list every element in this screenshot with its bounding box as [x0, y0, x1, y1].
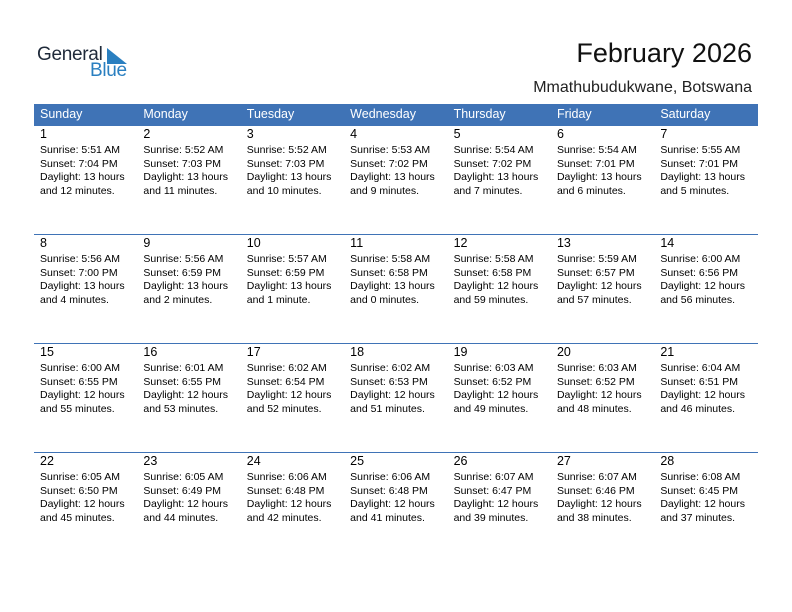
week-row: [34, 234, 758, 343]
daylight-minutes: and 7 minutes.: [453, 184, 523, 197]
sunrise-time: Sunrise: 6:07 AM: [556, 471, 637, 483]
daylight-hours: Daylight: 12 hours: [556, 498, 642, 510]
brand-logo: [37, 44, 137, 80]
daylight-minutes: and 53 minutes.: [143, 402, 219, 415]
day-number: 2: [143, 127, 151, 141]
sunrise-time: Sunrise: 5:52 AM: [246, 144, 327, 156]
weekday-monday: Monday: [143, 107, 188, 121]
sunset-time: Sunset: 6:48 PM: [350, 484, 428, 497]
sunset-time: Sunset: 7:02 PM: [453, 157, 532, 170]
daylight-minutes: and 12 minutes.: [40, 184, 115, 197]
sunset-time: Sunset: 6:54 PM: [246, 375, 325, 388]
daylight-hours: Daylight: 13 hours: [660, 171, 745, 183]
weekday-tuesday: Tuesday: [246, 107, 295, 121]
day-number: 15: [40, 345, 54, 359]
day-cell: [654, 452, 757, 525]
sunset-time: Sunset: 6:58 PM: [453, 266, 532, 279]
day-number: 4: [350, 127, 358, 141]
daylight-minutes: and 39 minutes.: [453, 511, 529, 524]
daylight-minutes: and 4 minutes.: [40, 293, 109, 306]
sunset-time: Sunset: 7:00 PM: [40, 266, 118, 279]
daylight-minutes: and 1 minute.: [246, 293, 311, 306]
daylight-minutes: and 11 minutes.: [143, 184, 218, 197]
day-number: 20: [556, 345, 571, 359]
daylight-minutes: and 45 minutes.: [40, 511, 115, 524]
daylight-minutes: and 38 minutes.: [556, 511, 632, 524]
week-cells: [34, 234, 758, 307]
day-cell: [137, 234, 240, 307]
daylight-hours: Daylight: 12 hours: [143, 389, 229, 401]
week-cells: [34, 452, 758, 525]
sunset-time: Sunset: 6:55 PM: [40, 375, 118, 388]
day-cell: [448, 125, 551, 198]
day-cell: [551, 452, 654, 525]
location-subtitle: Mmathubudukwane, Botswana: [533, 79, 752, 96]
day-number: 11: [350, 236, 364, 250]
sunset-time: Sunset: 6:57 PM: [556, 266, 635, 279]
day-cell: [448, 452, 551, 525]
daylight-hours: Daylight: 12 hours: [143, 498, 229, 510]
sunset-time: Sunset: 6:47 PM: [453, 484, 532, 497]
daylight-hours: Daylight: 12 hours: [40, 389, 125, 401]
daylight-hours: Daylight: 13 hours: [246, 280, 332, 292]
sunrise-time: Sunrise: 6:06 AM: [350, 471, 431, 483]
sunrise-time: Sunrise: 6:00 AM: [40, 362, 120, 374]
sunset-time: Sunset: 7:03 PM: [246, 157, 325, 170]
weekday-header: [34, 104, 758, 125]
day-number: 26: [453, 454, 468, 468]
daylight-minutes: and 42 minutes.: [246, 511, 322, 524]
day-cell: [654, 343, 757, 416]
day-cell: [137, 125, 240, 198]
day-number: 23: [143, 454, 158, 468]
daylight-minutes: and 55 minutes.: [40, 402, 115, 415]
calendar-grid: [34, 104, 758, 561]
daylight-hours: Daylight: 13 hours: [40, 280, 125, 292]
daylight-hours: Daylight: 13 hours: [40, 171, 125, 183]
day-cell: [137, 452, 240, 525]
day-number: 21: [660, 345, 675, 359]
sunrise-time: Sunrise: 6:01 AM: [143, 362, 224, 374]
sunrise-time: Sunrise: 5:57 AM: [246, 253, 327, 265]
daylight-hours: Daylight: 12 hours: [350, 389, 435, 401]
day-number: 10: [246, 236, 261, 250]
daylight-hours: Daylight: 12 hours: [40, 498, 125, 510]
daylight-hours: Daylight: 12 hours: [246, 498, 332, 510]
sunset-time: Sunset: 6:56 PM: [660, 266, 738, 279]
sunrise-time: Sunrise: 6:04 AM: [660, 362, 741, 374]
daylight-minutes: and 49 minutes.: [453, 402, 529, 415]
day-number: 12: [453, 236, 468, 250]
sunset-time: Sunset: 7:01 PM: [660, 157, 738, 170]
day-cell: [344, 234, 447, 307]
sunset-time: Sunset: 7:01 PM: [556, 157, 635, 170]
daylight-minutes: and 9 minutes.: [350, 184, 420, 197]
day-cell: [344, 452, 447, 525]
sunrise-time: Sunrise: 5:51 AM: [40, 144, 120, 156]
day-cell: [34, 125, 137, 198]
daylight-hours: Daylight: 12 hours: [453, 280, 539, 292]
day-cell: [34, 452, 137, 525]
day-cell: [344, 125, 447, 198]
day-cell: [241, 343, 344, 416]
day-cell: [448, 234, 551, 307]
day-number: 28: [660, 454, 675, 468]
daylight-hours: Daylight: 13 hours: [143, 280, 229, 292]
sunrise-time: Sunrise: 6:03 AM: [453, 362, 534, 374]
sunset-time: Sunset: 7:02 PM: [350, 157, 428, 170]
sunrise-time: Sunrise: 5:54 AM: [453, 144, 534, 156]
weeks-container: [34, 125, 758, 561]
daylight-hours: Daylight: 13 hours: [453, 171, 539, 183]
week-row: [34, 125, 758, 234]
sunrise-time: Sunrise: 6:05 AM: [40, 471, 120, 483]
day-number: 5: [453, 127, 461, 141]
sunrise-time: Sunrise: 5:53 AM: [350, 144, 431, 156]
day-number: 6: [556, 127, 564, 141]
sunrise-time: Sunrise: 6:00 AM: [660, 253, 741, 265]
sunrise-time: Sunrise: 5:56 AM: [40, 253, 120, 265]
sunrise-time: Sunrise: 6:08 AM: [660, 471, 741, 483]
sunrise-time: Sunrise: 6:07 AM: [453, 471, 534, 483]
daylight-minutes: and 0 minutes.: [350, 293, 420, 306]
daylight-hours: Daylight: 12 hours: [556, 280, 642, 292]
daylight-minutes: and 2 minutes.: [143, 293, 213, 306]
daylight-minutes: and 57 minutes.: [556, 293, 632, 306]
daylight-minutes: and 37 minutes.: [660, 511, 736, 524]
daylight-hours: Daylight: 12 hours: [660, 280, 745, 292]
week-divider: [34, 234, 758, 235]
day-cell: [344, 343, 447, 416]
day-cell: [551, 125, 654, 198]
day-number: 17: [246, 345, 261, 359]
daylight-minutes: and 10 minutes.: [246, 184, 322, 197]
sunset-time: Sunset: 6:51 PM: [660, 375, 738, 388]
sunset-time: Sunset: 6:53 PM: [350, 375, 428, 388]
daylight-hours: Daylight: 12 hours: [453, 498, 539, 510]
sunrise-time: Sunrise: 6:03 AM: [556, 362, 637, 374]
day-number: 9: [143, 236, 151, 250]
sunset-time: Sunset: 6:55 PM: [143, 375, 222, 388]
day-cell: [137, 343, 240, 416]
sunrise-time: Sunrise: 6:02 AM: [246, 362, 327, 374]
day-number: 8: [40, 236, 47, 250]
sunset-time: Sunset: 6:45 PM: [660, 484, 738, 497]
page-title: February 2026: [576, 38, 752, 68]
day-cell: [241, 452, 344, 525]
day-cell: [654, 234, 757, 307]
daylight-minutes: and 46 minutes.: [660, 402, 736, 415]
daylight-minutes: and 41 minutes.: [350, 511, 425, 524]
week-cells: [34, 343, 758, 416]
sunset-time: Sunset: 6:49 PM: [143, 484, 222, 497]
daylight-minutes: and 5 minutes.: [660, 184, 730, 197]
daylight-hours: Daylight: 13 hours: [350, 280, 435, 292]
sunset-time: Sunset: 6:58 PM: [350, 266, 428, 279]
day-cell: [551, 343, 654, 416]
sunset-time: Sunset: 6:46 PM: [556, 484, 635, 497]
sunrise-time: Sunrise: 5:52 AM: [143, 144, 224, 156]
week-row: [34, 452, 758, 561]
sunrise-time: Sunrise: 5:56 AM: [143, 253, 224, 265]
daylight-hours: Daylight: 12 hours: [556, 389, 642, 401]
day-number: 7: [660, 127, 668, 141]
daylight-minutes: and 6 minutes.: [556, 184, 626, 197]
weekday-thursday: Thursday: [453, 107, 506, 121]
day-cell: [241, 234, 344, 307]
day-number: 1: [40, 127, 47, 141]
weekday-sunday: Sunday: [40, 107, 83, 121]
daylight-hours: Daylight: 13 hours: [246, 171, 332, 183]
sunrise-time: Sunrise: 5:58 AM: [453, 253, 534, 265]
day-number: 22: [40, 454, 54, 468]
day-cell: [654, 125, 757, 198]
daylight-minutes: and 48 minutes.: [556, 402, 632, 415]
week-cells: [34, 125, 758, 198]
daylight-hours: Daylight: 12 hours: [453, 389, 539, 401]
sunset-time: Sunset: 6:52 PM: [453, 375, 532, 388]
day-cell: [34, 234, 137, 307]
day-number: 3: [246, 127, 254, 141]
sunset-time: Sunset: 6:59 PM: [246, 266, 325, 279]
week-divider: [34, 125, 758, 126]
sunrise-time: Sunrise: 5:59 AM: [556, 253, 637, 265]
day-number: 16: [143, 345, 158, 359]
day-number: 19: [453, 345, 468, 359]
daylight-hours: Daylight: 12 hours: [660, 389, 745, 401]
week-row: [34, 343, 758, 452]
sunset-time: Sunset: 7:03 PM: [143, 157, 222, 170]
daylight-hours: Daylight: 12 hours: [246, 389, 332, 401]
day-number: 14: [660, 236, 675, 250]
sunrise-time: Sunrise: 6:02 AM: [350, 362, 431, 374]
day-number: 27: [556, 454, 571, 468]
day-cell: [34, 343, 137, 416]
sunset-time: Sunset: 6:52 PM: [556, 375, 635, 388]
day-number: 13: [556, 236, 571, 250]
daylight-hours: Daylight: 13 hours: [556, 171, 642, 183]
daylight-hours: Daylight: 13 hours: [143, 171, 229, 183]
daylight-minutes: and 52 minutes.: [246, 402, 322, 415]
logo-text-blue: Blue: [90, 60, 127, 81]
daylight-hours: Daylight: 12 hours: [660, 498, 745, 510]
daylight-minutes: and 59 minutes.: [453, 293, 529, 306]
sunset-time: Sunset: 6:59 PM: [143, 266, 222, 279]
daylight-minutes: and 56 minutes.: [660, 293, 736, 306]
sunset-time: Sunset: 7:04 PM: [40, 157, 118, 170]
sunrise-time: Sunrise: 6:06 AM: [246, 471, 327, 483]
daylight-minutes: and 44 minutes.: [143, 511, 219, 524]
weekday-saturday: Saturday: [660, 107, 711, 121]
day-number: 25: [350, 454, 365, 468]
day-number: 18: [350, 345, 365, 359]
weekday-friday: Friday: [556, 107, 592, 121]
sunrise-time: Sunrise: 5:55 AM: [660, 144, 741, 156]
day-cell: [551, 234, 654, 307]
sunrise-time: Sunrise: 5:54 AM: [556, 144, 637, 156]
day-cell: [448, 343, 551, 416]
week-divider: [34, 343, 758, 344]
sunset-time: Sunset: 6:48 PM: [246, 484, 325, 497]
day-cell: [241, 125, 344, 198]
daylight-minutes: and 51 minutes.: [350, 402, 425, 415]
daylight-hours: Daylight: 12 hours: [350, 498, 435, 510]
sunrise-time: Sunrise: 5:58 AM: [350, 253, 431, 265]
day-number: 24: [246, 454, 261, 468]
sunset-time: Sunset: 6:50 PM: [40, 484, 118, 497]
logo-text-general: General: [37, 44, 103, 65]
week-divider: [34, 452, 758, 453]
sunrise-time: Sunrise: 6:05 AM: [143, 471, 224, 483]
weekday-wednesday: Wednesday: [350, 107, 416, 121]
daylight-hours: Daylight: 13 hours: [350, 171, 435, 183]
